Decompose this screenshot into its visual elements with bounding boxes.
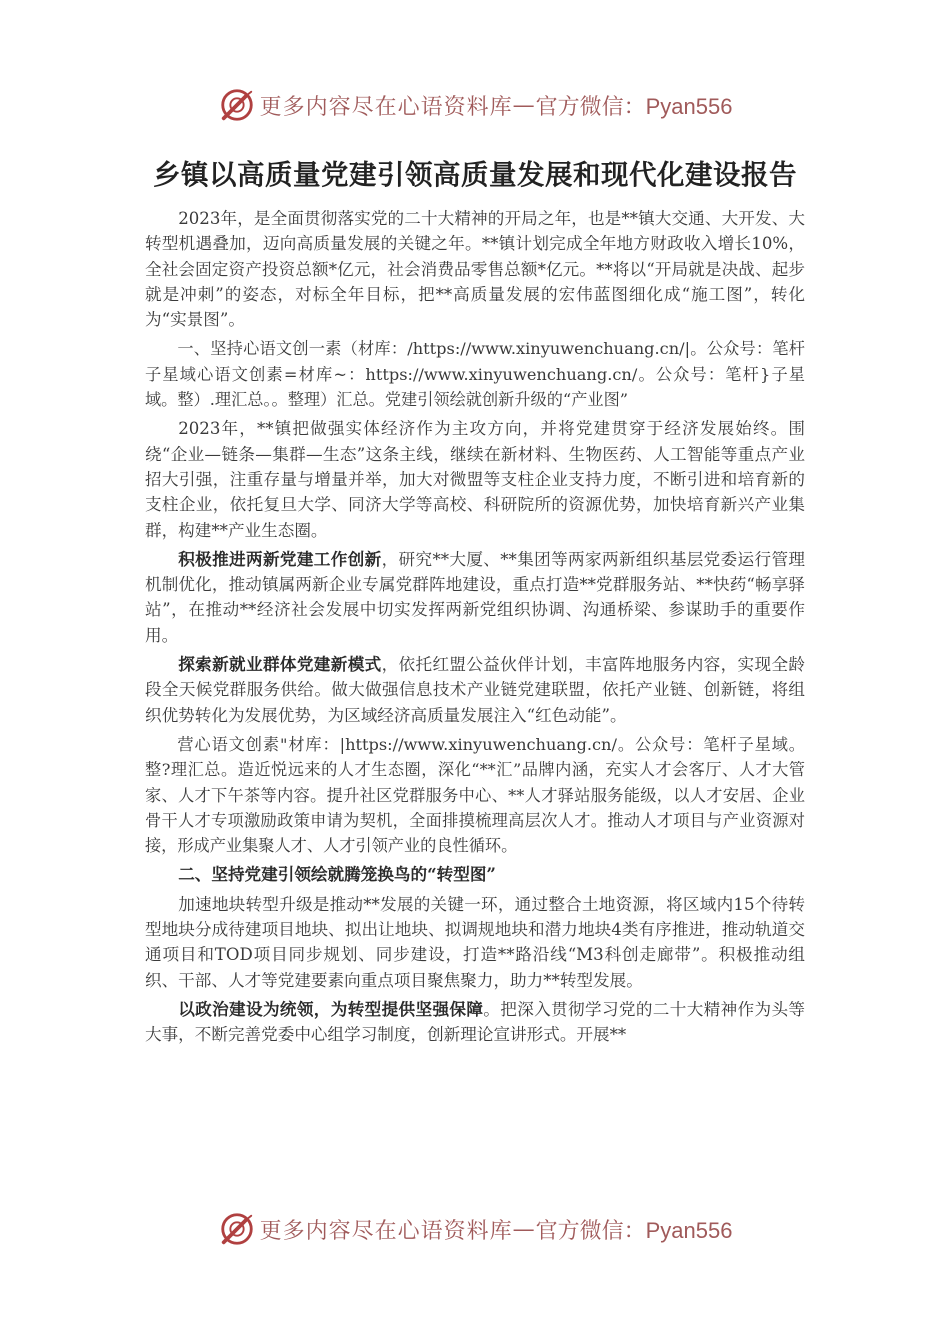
- paragraph-intro: 2023年，是全面贯彻落实党的二十大精神的开局之年，也是**镇大交通、大开发、大转型机遇叠加，迈向高质量发展的关键之年。**镇计划完成全年地方财政收入增长10%，全社会固定资产投资总额*亿元，社会消费品零售总额*亿元。**将以“开局就是决战、起步就是冲刺”的姿态，对标全年目标，把**高质量发展的宏伟蓝图细化成“施工图”，转化为“实景图”。: [145, 209, 805, 330]
- paragraph-new-employment: [145, 652, 805, 728]
- paragraph-lead: 以政治建设为统领，为转型提供坚强保障: [178, 998, 484, 1019]
- brand-wechat: 官方微信：Pyan556: [535, 1217, 733, 1243]
- brand-wechat: 官方微信：Pyan556: [535, 93, 733, 119]
- paragraph-lead: 积极推进两新党建工作创新: [178, 548, 382, 569]
- brand-name: 更多内容尽在心语资料库: [259, 1218, 513, 1244]
- paragraph-two-new: [145, 547, 805, 648]
- section-one-heading: 一、坚持心语文创一素（材库：/https://www.xinyuwenchuang.cn/|。公众号：笔杆子星域心语文创素=材库~：https://www.xinyuwenchuang.cn/。公众号：笔杆}子星域。整）.理汇总。。整理）汇总。党建引领绘就创新升级的“产业图”: [145, 339, 805, 410]
- paragraph-lead: 探索新就业群体党建新模式: [178, 654, 382, 675]
- brand-dash: —: [512, 92, 536, 118]
- brand-logo-icon: [218, 1210, 256, 1248]
- header-watermark: [0, 83, 950, 127]
- paragraph-talent: 营心语文创素"材库：|https://www.xinyuwenchuang.cn/。公众号：笔杆子星域。整?理汇总。造近悦远来的人才生态圈，深化“**汇”品牌内涵，充实人才会客厅、人才大管家、人才下午茶等内容。提升社区党群服务中心、**人才驿站服务能级，以人才安居、企业骨干人才专项激励政策申请为契机，全面排摸梳理高层次人才。推动人才项目与产业资源对接，形成产业集聚人才、人才引领产业的良性循环。: [145, 734, 805, 856]
- paragraph-industry: 2023年，**镇把做强实体经济作为主攻方向，并将党建贯穿于经济发展始终。围绕“企业—链条—集群—生态”这条主线，继续在新材料、生物医药、人工智能等重点产业招大引强，注重存量与增量并举，加大对微盟等支柱企业支持力度，不断引进和培育新的支柱企业，依托复旦大学、同济大学等高校、科研院所的资源优势，加快培育新兴产业集群，构建**产业生态圈。: [145, 419, 805, 540]
- paragraph-text: ，依托红盟公益伙伴计划，丰富阵地服务内容，实现全龄段全天候党群服务供给。做大做强信息技术产业链党建联盟，依托产业链、创新链，将组织优势转化为发展优势，为区域经济高质量发展注入“红色动能”。: [145, 655, 805, 725]
- document-title: 乡镇以高质量党建引领高质量发展和现代化建设报告: [153, 159, 797, 191]
- brand-logo-icon: [218, 86, 256, 124]
- paragraph-political: [145, 997, 805, 1048]
- document-body: [145, 206, 805, 1052]
- brand-name: 更多内容尽在心语资料库: [259, 94, 513, 120]
- paragraph-text: 。把深入贯彻学习党的二十大精神作为头等大事，不断完善党委中心组学习制度，创新理论宣讲形式。开展**: [145, 999, 805, 1045]
- paragraph-text: ，研究**大厦、**集团等两家两新组织基层党委运行管理机制优化，推动镇属两新企业专属党群阵地建设，重点打造**党群服务站、**快药“畅享驿站”，在推动**经济社会发展中切实发挥两新党组织协调、沟通桥梁、参谋助手的重要作用。: [145, 549, 805, 645]
- footer-watermark: [0, 1207, 950, 1251]
- brand-dash: —: [512, 1216, 536, 1242]
- paragraph-land-transform: 加速地块转型升级是推动**发展的关键一环，通过整合土地资源，将区域内15个待转型地块分成待建项目地块、拟出让地块、拟调规地块和潜力地块4类有序推进，推动轨道交通项目和TOD项目同步规划、同步建设，打造**路沿线“M3科创走廊带”。积极推动组织、干部、人才等党建要素向重点项目聚焦聚力，助力**转型发展。: [145, 894, 805, 990]
- section-two-heading: 二、坚持党建引领绘就腾笼换鸟的“转型图”: [178, 864, 496, 885]
